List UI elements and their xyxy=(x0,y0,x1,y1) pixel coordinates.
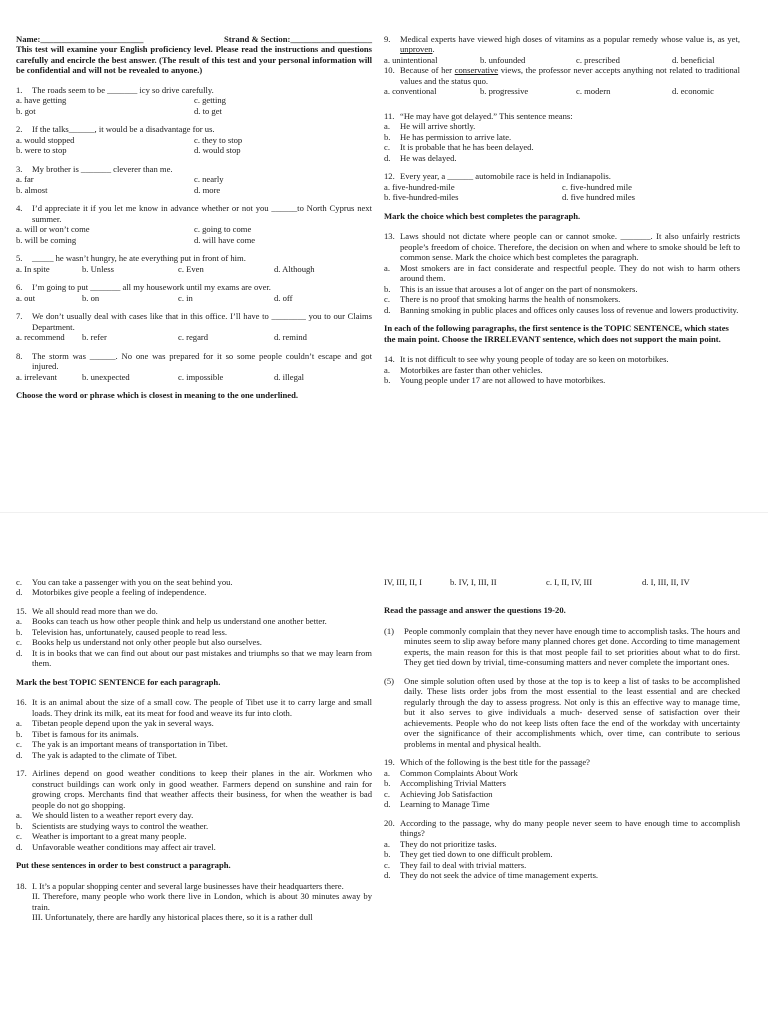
option-grid xyxy=(16,293,372,303)
question-number: 13. xyxy=(384,231,395,242)
answer-option[interactable] xyxy=(384,132,740,142)
answer-option[interactable]: a. unintentional xyxy=(384,54,438,65)
question-14-continued xyxy=(16,577,372,598)
answer-option[interactable] xyxy=(16,616,372,626)
question-number: 2. xyxy=(16,124,23,135)
section-order-sentences: Put these sentences in order to best construct a paragraph. xyxy=(16,860,231,871)
option-grid xyxy=(16,264,372,274)
answer-option[interactable] xyxy=(16,842,372,852)
question-stem xyxy=(16,311,372,332)
answer-option[interactable]: a. have getting xyxy=(16,95,67,106)
answer-option[interactable]: a. would stopped xyxy=(16,134,75,145)
option-grid xyxy=(16,332,372,342)
option-grid xyxy=(16,135,372,156)
option-letter: c. xyxy=(384,142,390,153)
question-text: According to the passage, why do many people never seem to have enough time to accomplish things? xyxy=(400,817,740,839)
question-number: 18. xyxy=(16,880,27,891)
answer-option[interactable] xyxy=(16,587,372,597)
question-number: 9. xyxy=(384,34,391,44)
answer-option[interactable] xyxy=(16,739,372,749)
option-list xyxy=(384,768,740,810)
question-text: The roads seem to be _______ icy so drive carefully. xyxy=(32,84,214,95)
section-topic-sentence: Mark the best TOPIC SENTENCE for each paragraph. xyxy=(16,676,221,687)
answer-option[interactable]: b. unexpected xyxy=(82,371,130,382)
question-text: _____ he wasn’t hungry, he ate everything put in front of him. xyxy=(32,253,246,264)
question-text: I’m going to put _______ all my housework until my exams are over. xyxy=(32,282,271,293)
question-stem xyxy=(16,697,372,718)
question-number: 6. xyxy=(16,282,23,293)
answer-option[interactable]: d. Although xyxy=(274,263,315,274)
section-synonyms: Choose the word or phrase which is closest in meaning to the one underlined. xyxy=(16,390,299,401)
question-stem xyxy=(384,818,740,839)
question-text: We all should read more than we do. xyxy=(32,605,158,616)
question-text: Medical experts have viewed high doses of vitamins as a popular remedy whose value is, as yet, unproven. xyxy=(400,34,740,55)
question-stem xyxy=(384,757,740,767)
question-item xyxy=(16,282,372,303)
answer-option[interactable]: a. five-hundred-mile xyxy=(384,181,455,192)
option-text: It is probable that he has been delayed. xyxy=(400,142,534,153)
answer-option[interactable]: c. prescribed xyxy=(576,54,620,65)
answer-option[interactable]: c. impossible xyxy=(178,371,224,382)
answer-option[interactable]: c. getting xyxy=(194,95,226,106)
option-grid xyxy=(16,224,372,245)
option-list xyxy=(16,577,372,598)
option-letter: a. xyxy=(16,616,22,627)
question-text: Which of the following is the best title for the passage? xyxy=(400,757,590,768)
answer-option[interactable] xyxy=(16,821,372,831)
answer-option[interactable] xyxy=(16,750,372,760)
option-letter: b. xyxy=(384,131,391,142)
ordered-sentence: I. It’s a popular shopping center and several large businesses have their headquarters there. xyxy=(32,880,344,891)
answer-option[interactable] xyxy=(384,365,740,375)
question-number: 8. xyxy=(16,350,23,361)
option-text: Scientists are studying ways to control the weather. xyxy=(32,820,209,831)
option-letter: a. xyxy=(384,121,390,132)
option-text: Television has, unfortunately, caused people to read less. xyxy=(32,626,228,637)
answer-option[interactable] xyxy=(384,839,740,849)
answer-option[interactable]: c. in xyxy=(178,292,193,303)
answer-option[interactable] xyxy=(384,142,740,152)
question-text: If the talks______, it would be a disadvantage for us. xyxy=(32,124,215,135)
option-text: Books can teach us how other people think and help us understand one another better. xyxy=(32,616,327,627)
question-item xyxy=(384,231,740,315)
option-text: It is in books that we can find out about our past mistakes and triumphs so that we may learn from them. xyxy=(32,647,372,669)
answer-option[interactable] xyxy=(16,718,372,728)
option-letter: d. xyxy=(16,647,23,658)
option-letter: d. xyxy=(384,152,391,163)
underlined-word: unproven xyxy=(400,44,433,55)
question-number: 19. xyxy=(384,757,395,768)
answer-option[interactable]: d. remind xyxy=(274,332,307,343)
question-number: 7. xyxy=(16,311,23,322)
option-letter: d. xyxy=(384,304,391,315)
option-letter: d. xyxy=(384,799,391,810)
question-text: “He may have got delayed.” This sentence means: xyxy=(400,110,573,121)
right-column-top xyxy=(384,34,740,394)
option-letter: b. xyxy=(16,820,23,831)
option-text: Motorbikes give people a feeling of independence. xyxy=(32,587,207,598)
question-number: 1. xyxy=(16,84,23,95)
answer-option[interactable]: c. Even xyxy=(178,263,204,274)
question-item xyxy=(384,171,740,202)
answer-option[interactable] xyxy=(16,637,372,647)
option-letter: c. xyxy=(384,294,390,305)
question-text: My brother is _______ cleverer than me. xyxy=(32,163,173,174)
answer-option[interactable] xyxy=(384,153,740,163)
ordered-sentence: III. Unfortunately, there are hardly any historical places there, so it is a rather dull xyxy=(32,912,313,923)
option-text: Tibet is famous for its animals. xyxy=(32,728,139,739)
option-text: Most smokers are in fact considerate and respectful people. They do not wish to harm others around them. xyxy=(400,262,740,284)
question-number: 5. xyxy=(16,253,23,264)
question-item xyxy=(384,34,740,65)
answer-option[interactable] xyxy=(384,849,740,859)
option-text: They get tied down to one difficult problem. xyxy=(400,849,553,860)
option-letter: c. xyxy=(384,859,390,870)
section-irrelevant-sentence: In each of the following paragraphs, the first sentence is the TOPIC SENTENCE, which states the main point. Choose the IRRELEVANT sentence, which does not support the main point. xyxy=(384,323,729,344)
question-item xyxy=(384,354,740,385)
answer-option[interactable]: c. they to stop xyxy=(194,134,243,145)
question-stem xyxy=(16,253,372,263)
question-item xyxy=(16,124,372,155)
answer-option[interactable] xyxy=(16,648,372,669)
option-text: He has permission to arrive late. xyxy=(400,131,512,142)
answer-option[interactable] xyxy=(16,810,372,820)
option-text: Banning smoking in public places and offices only causes loss of revenue and lowers productivity. xyxy=(400,304,739,315)
question-number: 16. xyxy=(16,697,27,708)
answer-option[interactable]: d. will have come xyxy=(194,234,256,245)
option-text: We should listen to a weather report every day. xyxy=(32,810,194,821)
question-text: Laws should not dictate where people can or cannot smoke. _______. It also unfairly restricts people’s freedom of choice. Therefore, the decision on when and where to smoke should be left to common sense. Mark the choice which best completes the paragraph. xyxy=(400,231,740,263)
option-letter: a. xyxy=(384,838,390,849)
question-stem xyxy=(16,203,372,224)
option-text: Tibetan people depend upon the yak in several ways. xyxy=(32,718,214,729)
ordered-sentence: II. Therefore, many people who work there live in London, which is about 30 minutes away by train. xyxy=(32,891,372,912)
page-bottom xyxy=(0,512,768,1025)
question-number: 14. xyxy=(384,354,395,365)
question-text: The storm was ______. No one was prepared for it so some people couldn’t escape and got injured. xyxy=(32,350,372,372)
left-column-top xyxy=(16,34,372,411)
option-text: Unfavorable weather conditions may affect air travel. xyxy=(32,841,216,852)
answer-option[interactable]: b. on xyxy=(82,292,100,303)
option-letter: d. xyxy=(16,841,23,852)
answer-option[interactable]: a. irrelevant xyxy=(16,371,58,382)
passage-paragraph xyxy=(384,676,740,749)
answer-option[interactable]: a. conventional xyxy=(384,86,437,97)
option-text: Accomplishing Trivial Matters xyxy=(400,778,506,789)
answer-option[interactable]: b. refer xyxy=(82,332,107,343)
question-item xyxy=(384,65,740,96)
question-stem xyxy=(384,171,740,181)
question-number: 4. xyxy=(16,203,23,214)
option-text: This is an issue that arouses a lot of anger on the part of nonsmokers. xyxy=(400,283,638,294)
question-item xyxy=(16,606,372,669)
answer-option[interactable]: b. will be coming xyxy=(16,234,77,245)
option-text: There is no proof that smoking harms the health of nonsmokers. xyxy=(400,294,621,305)
option-letter: c. xyxy=(16,577,22,587)
page-top xyxy=(0,0,768,512)
question-stem xyxy=(384,231,740,262)
answer-option[interactable]: a. recommend xyxy=(16,332,65,343)
option-text: Learning to Manage Time xyxy=(400,799,490,810)
instructions: This test will examine your English proficiency level. Please read the instructions and questions carefully and encircle the best answer. (The result of this test and your personal information will be confidential and will not be revealed to anyone.) xyxy=(16,44,372,76)
question-item xyxy=(16,697,372,760)
question-item xyxy=(384,818,740,881)
question-text: I’d appreciate it if you let me know in advance whether or not you ______to North Cyprus next summer. xyxy=(32,203,372,224)
option-text: They do not seek the advice of time management experts. xyxy=(400,870,599,881)
option-list xyxy=(384,365,740,386)
test-header xyxy=(16,34,372,76)
question-text: Because of her conservative views, the professor never accepts anything not related to traditional values and the status quo. xyxy=(400,65,740,86)
paragraph-number: (1) xyxy=(384,625,395,636)
section-complete-paragraph: Mark the choice which best completes the paragraph. xyxy=(384,210,581,221)
option-letter: d. xyxy=(16,587,23,598)
option-list xyxy=(384,839,740,881)
question-stem xyxy=(384,354,740,364)
answer-option[interactable]: d. to get xyxy=(194,105,222,116)
option-letter: b. xyxy=(384,849,391,860)
answer-option[interactable] xyxy=(384,789,740,799)
option-text: He was delayed. xyxy=(400,152,457,163)
option-letter: a. xyxy=(16,718,22,729)
question-number: 15. xyxy=(16,605,27,616)
answer-option[interactable] xyxy=(16,831,372,841)
answer-option[interactable] xyxy=(16,729,372,739)
answer-option[interactable] xyxy=(384,121,740,131)
question-text: Every year, a ______ automobile race is held in Indianapolis. xyxy=(400,171,611,182)
option-list xyxy=(16,616,372,668)
answer-option[interactable]: d. beneficial xyxy=(672,54,715,65)
option-text: Weather is important to a great many people. xyxy=(32,831,187,842)
question-number: 3. xyxy=(16,163,23,174)
answer-option[interactable]: b. were to stop xyxy=(16,145,67,156)
option-grid xyxy=(384,86,740,96)
question-stem xyxy=(16,881,372,923)
answer-option[interactable]: d. I, III, II, IV xyxy=(642,577,690,587)
answer-option[interactable]: b. IV, I, III, II xyxy=(450,577,497,587)
answer-option[interactable]: a. In spite xyxy=(16,263,50,274)
question-stem xyxy=(16,351,372,372)
passage-paragraph xyxy=(384,626,740,668)
answer-option[interactable]: d. economic xyxy=(672,86,714,97)
option-letter: c. xyxy=(16,739,22,750)
question-stem xyxy=(16,768,372,810)
answer-option[interactable]: d. off xyxy=(274,292,293,303)
option-letter: b. xyxy=(384,375,391,386)
question-item xyxy=(16,203,372,245)
option-text: He will arrive shortly. xyxy=(400,121,476,132)
paragraph-number: (5) xyxy=(384,675,395,686)
option-grid xyxy=(16,372,372,382)
answer-option[interactable] xyxy=(384,870,740,880)
question-item xyxy=(16,768,372,852)
option-list xyxy=(16,810,372,852)
answer-option[interactable]: a. will or won’t come xyxy=(16,224,90,235)
answer-option[interactable]: b. almost xyxy=(16,184,48,195)
answer-option[interactable]: b. got xyxy=(16,105,36,116)
question-stem xyxy=(16,164,372,174)
right-column-bottom xyxy=(384,577,740,889)
option-text: Common Complaints About Work xyxy=(400,767,518,778)
question-stem xyxy=(16,282,372,292)
option-letter: a. xyxy=(384,262,390,273)
option-text: You can take a passenger with you on the seat behind you. xyxy=(32,577,233,587)
option-letter: d. xyxy=(384,870,391,881)
option-letter: b. xyxy=(384,778,391,789)
question-item xyxy=(384,757,740,809)
answer-option[interactable]: IV, III, II, I xyxy=(384,577,423,587)
option-text: They do not prioritize tasks. xyxy=(400,838,497,849)
option-grid xyxy=(384,182,740,203)
option-letter: b. xyxy=(16,626,23,637)
answer-option[interactable] xyxy=(384,375,740,385)
answer-option[interactable]: b. unfounded xyxy=(480,54,526,65)
option-letter: b. xyxy=(384,283,391,294)
option-text: Achieving Job Satisfaction xyxy=(400,788,493,799)
answer-option[interactable] xyxy=(16,577,372,587)
strand-section-field[interactable]: Strand & Section:___________________ xyxy=(223,34,372,44)
left-column-bottom xyxy=(16,577,372,931)
answer-option[interactable]: d. would stop xyxy=(194,145,241,156)
answer-option[interactable]: d. five hundred miles xyxy=(562,192,636,203)
answer-option[interactable]: a. out xyxy=(16,292,36,303)
question-18-options xyxy=(384,577,740,587)
question-number: 11. xyxy=(384,110,395,121)
paragraph-text: People commonly complain that they never have enough time to accomplish tasks. The hours and minutes seem to slip away before many planned chores get done. According to time management experts, the main reason for this is that most people fail to set priorities about what to do first. They get tied down by trivial, time-consuming matters and never complete the important ones. xyxy=(404,625,740,668)
option-text: The yak is adapted to the climate of Tibet. xyxy=(32,749,177,760)
question-stem xyxy=(16,124,372,134)
answer-option[interactable] xyxy=(384,768,740,778)
option-letter: a. xyxy=(384,767,390,778)
option-text: Books help us understand not only other people but also ourselves. xyxy=(32,637,262,648)
question-number: 12. xyxy=(384,171,395,182)
question-stem xyxy=(16,85,372,95)
paragraph-text: One simple solution often used by those at the top is to keep a list of tasks to be accomplished daily. These lists order jobs from the most essential to the least essential and are checked regularly through the day to assess progress. Not only is this an effective way to manage time, but it also serves to give individuals a much- deserved sense of satisfaction over their achievements. People who do not keep lists often face the end of the workday with uncertainty over the significance of their accomplishments which, over time, can contribute to serious problems in mental and physical health. xyxy=(404,675,740,749)
answer-option[interactable] xyxy=(384,860,740,870)
option-list xyxy=(384,263,740,315)
answer-option[interactable]: c. going to come xyxy=(194,224,252,235)
answer-option[interactable] xyxy=(384,799,740,809)
question-text: It is not difficult to see why young people of today are so keen on motorbikes. xyxy=(400,354,669,365)
question-item xyxy=(16,881,372,923)
question-stem xyxy=(384,65,740,86)
underlined-word: conservative xyxy=(454,65,499,76)
question-number: 17. xyxy=(16,768,27,779)
question-list-1-8 xyxy=(16,85,372,382)
question-item xyxy=(16,311,372,342)
question-item xyxy=(16,85,372,116)
question-item xyxy=(16,164,372,195)
answer-option[interactable] xyxy=(384,778,740,788)
question-stem xyxy=(384,111,740,121)
option-letter: c. xyxy=(16,831,22,842)
question-stem xyxy=(384,34,740,55)
option-grid xyxy=(16,95,372,116)
answer-option[interactable]: c. modern xyxy=(576,86,611,97)
option-list xyxy=(16,718,372,760)
question-number: 20. xyxy=(384,817,395,828)
option-grid xyxy=(384,55,740,65)
answer-option[interactable] xyxy=(384,305,740,315)
question-item xyxy=(16,253,372,274)
question-text: It is an animal about the size of a small cow. The people of Tibet use it to carry large and small loads. They drink its milk, eat its meat for food and weave its fur into cloth. xyxy=(32,697,372,718)
question-text: We don’t usually deal with cases like that in this office. I’ll have to ________ you to our Claims Department. xyxy=(32,311,372,332)
sentence-list xyxy=(32,881,372,923)
option-letter: c. xyxy=(16,637,22,648)
answer-option[interactable]: b. Unless xyxy=(82,263,114,274)
answer-option[interactable] xyxy=(384,294,740,304)
option-letter: a. xyxy=(16,810,22,821)
answer-option[interactable]: a. far xyxy=(16,174,34,185)
answer-option[interactable] xyxy=(384,263,740,284)
question-stem xyxy=(16,606,372,616)
answer-option[interactable]: c. regard xyxy=(178,332,209,343)
answer-option[interactable]: d. illegal xyxy=(274,371,305,382)
section-reading-passage: Read the passage and answer the questions 19-20. xyxy=(384,605,566,616)
answer-option[interactable] xyxy=(384,284,740,294)
option-letter: a. xyxy=(384,364,390,375)
option-text: The yak is an important means of transportation in Tibet. xyxy=(32,739,228,750)
answer-option[interactable]: c. nearly xyxy=(194,174,224,185)
answer-option[interactable] xyxy=(16,627,372,637)
option-grid xyxy=(16,174,372,195)
name-field[interactable]: Name:________________________ xyxy=(16,34,144,44)
question-number: 10. xyxy=(384,65,395,76)
option-letter: d. xyxy=(16,749,23,760)
answer-option[interactable]: c. five-hundred mile xyxy=(562,181,632,192)
option-letter: b. xyxy=(16,728,23,739)
option-text: They fail to deal with trivial matters. xyxy=(400,859,527,870)
answer-option[interactable]: b. progressive xyxy=(480,86,529,97)
question-item xyxy=(384,111,740,163)
answer-option[interactable]: c. I, II, IV, III xyxy=(546,577,593,587)
question-text: Airlines depend on good weather conditions to keep their planes in the air. Workmen who construct buildings can work only in good weather. Farmers depend on sunshine and rain for growing crops. Merchants find that weather affects their business, for when the weather is bad people do not go shopping. xyxy=(32,768,372,810)
option-text: Motorbikes are faster than other vehicles. xyxy=(400,364,543,375)
option-text: Young people under 17 are not allowed to have motorbikes. xyxy=(400,375,606,386)
option-letter: c. xyxy=(384,788,390,799)
answer-option[interactable]: d. more xyxy=(194,184,221,195)
question-item xyxy=(16,351,372,382)
option-list xyxy=(384,121,740,163)
answer-option[interactable]: b. five-hundred-miles xyxy=(384,192,459,203)
